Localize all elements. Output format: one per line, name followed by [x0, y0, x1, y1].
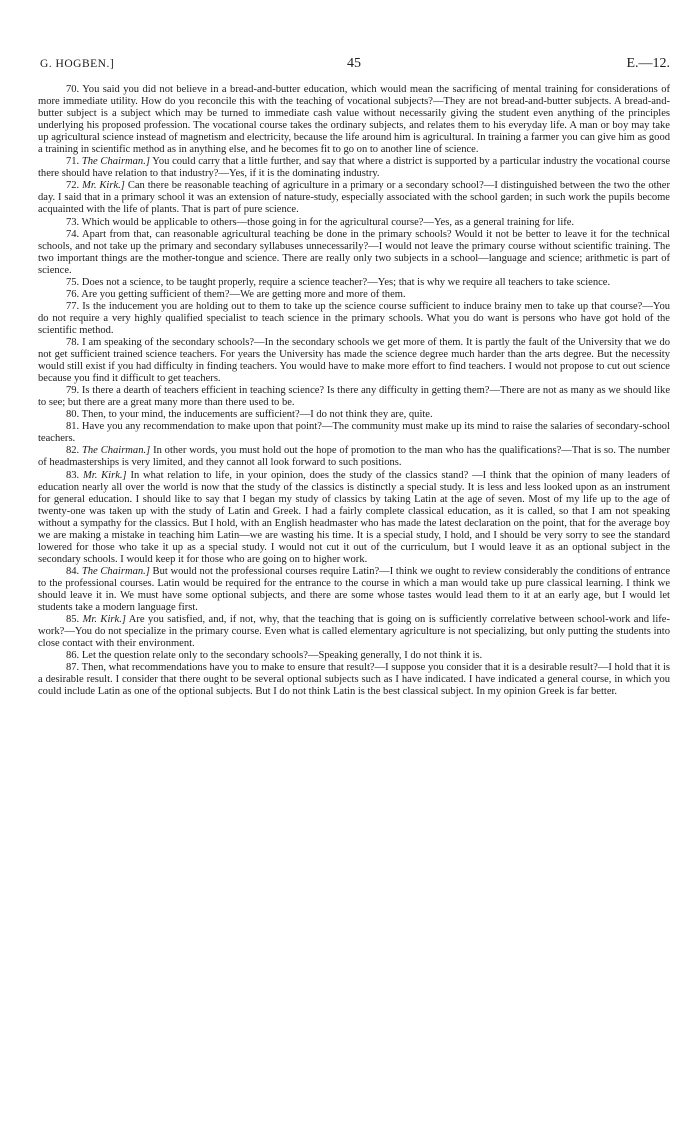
page-number: 45 — [347, 56, 361, 71]
paragraph — [38, 301, 670, 337]
question-number: 81. — [66, 421, 80, 433]
question-number: 87. — [66, 662, 80, 674]
speaker: The Chairman.] — [81, 565, 150, 577]
question-number: 83. — [66, 469, 80, 481]
paragraph — [38, 289, 670, 301]
paragraph-text: Then, what recommendations have you to make to ensure that result?—I suppose you consider that it is a desirable result?—I hold that it is a desirable result. I consider that there ought to be several optional subjects such as I have indicated. I have indicated a general course, in which you could include Latin as one of the optional subjects. But I do not think Latin is the best classical subject. In my opinion Greek is far better. — [38, 662, 670, 698]
witness-name: G. HOGBEN.] — [40, 58, 115, 70]
paragraph — [38, 470, 670, 566]
paragraph-text: Apart from that, can reasonable agricultural teaching be done in the primary schools? Would it not be better to leave it for the technical schools, and not take up the primary and secondary syllabuses unnecessarily?—I would not leave the primary course without scientific training. The two important things are the mother-tongue and science. There are really only two subjects in a school—language and science; arithmetic is part of science. — [38, 228, 670, 276]
question-number: 77. — [66, 300, 80, 312]
paragraph-text: You said you did not believe in a bread-and-butter education, which would mean the sacrificing of mental training for considerations of more immediate utility. How do you reconcile this with the teaching of vocational subjects?—They are not bread-and-butter subjects. A bread-and-butter subject is a subject which may be turned to immediate cash value without necessarily giving the student even anything of the principles underlying his proposed profession. The vocational course takes the ordinary subjects, and relates them to his everyday life. A man or boy may take up agricultural science instead of magnetism and electricity, because the life around him is agricultural. In training a farmer you can give him as good a training in scientific method as in anything else, and he becomes fit to go on to another line of science. — [38, 84, 670, 156]
question-number: 85. — [66, 614, 80, 626]
question-number: 70. — [66, 84, 80, 95]
paragraph — [38, 180, 670, 216]
paragraph-text: Is there a dearth of teachers efficient in teaching science? Is there any difficulty in getting them?—There are not as many as we should like to see; but there are a great many more than there used to be. — [38, 385, 670, 409]
paragraph-text: Let the question relate only to the secondary schools?—Speaking generally, I do not think it is. — [81, 650, 483, 662]
paragraph — [38, 156, 670, 180]
paragraph — [38, 662, 670, 698]
paragraph-text: In what relation to life, in your opinion, does the study of the classics stand? —I think that the opinion of many leaders of education nearly all over the world is now that the study of the classics is distinctly a special study. It is less and less looked upon as an instrument for general education. I should like to say that I began my study of classics by taking Latin at the age of seven. Most of my life up to the age of twenty-one was taken up with the study of Latin and Greek. I had a fairly complete classical education, as it is called, so that I am not speaking without a sympathy for the classics. But I hold, with an English headmaster who has made the latest declaration on the point, that for the average boy we are making a mistake in teaching him Latin—we are wasting his time. It is a special study, I hold, and I should be very sorry to see the standard lowered for those who take it up as a special study. I would not cut it out of the curriculum, but I would leave it as an optional subject in the secondary schools. I would keep it for those who are going on to higher work. — [38, 469, 670, 565]
question-number: 76. — [66, 288, 80, 300]
paragraph — [38, 421, 670, 445]
question-number: 78. — [66, 336, 80, 348]
question-number: 82. — [66, 445, 80, 457]
paragraph — [38, 84, 670, 156]
paragraph-text: Are you getting sufficient of them?—We are getting more and more of them. — [81, 288, 406, 300]
paragraph — [38, 385, 670, 409]
paragraph-text: But would not the professional courses require Latin?—I think we ought to review considerably the conditions of entrance to the professional courses. Latin would be required for the entrance to the course in which a man would take up pure classical learning. I think we should leave it in. We must have some optional subjects, and there are some whose tastes would lead them to it at an early age, but I would let students take a modern language first. — [38, 565, 671, 614]
speaker: The Chairman.] — [82, 445, 151, 457]
paragraph-text: I am speaking of the secondary schools?—In the secondary schools we get more of them. It is partly the fault of the University that we do not get sufficient trained science teachers. For years the University has made the science degree much harder than the arts degree. But the necessity would still exist if you had difficulty in finding teachers. You would have to make more effort to find teachers. I would not propose to cut out science because you find it difficult to get teachers. — [38, 336, 670, 385]
page-header — [38, 56, 670, 80]
paragraph-text: Does not a science, to be taught properly, require a science teacher?—Yes; that is why we require all teachers to take science. — [81, 276, 611, 288]
question-number: 71. — [66, 156, 80, 168]
paragraph — [38, 445, 670, 469]
paragraph — [38, 277, 670, 289]
paragraph — [38, 217, 670, 229]
speaker: The Chairman.] — [81, 156, 150, 168]
speaker: Mr. Kirk.] — [82, 469, 127, 481]
paragraph-text: Can there be reasonable teaching of agriculture in a primary or a secondary school?—I distinguished between the two the other day. I said that in a primary school it was an extension of nature-study, especially associated with the school garden; in such work the pupils become acquainted with the life of plants. That is part of pure science. — [38, 180, 670, 216]
paragraph-text: Then, to your mind, the inducements are sufficient?—I do not think they are, quite. — [81, 409, 433, 421]
paragraph-text: In other words, you must hold out the hope of promotion to the man who has the qualifications?—That is so. The number of headmasterships is very limited, and they cannot all look forward to such positions. — [38, 445, 670, 469]
paragraph-text: You could carry that a little further, and say that where a district is supported by a particular industry the vocational course there should have relation to that industry?—Yes, if it is the dominating industry. — [38, 156, 670, 180]
paragraph — [38, 614, 670, 650]
document-body — [38, 84, 670, 698]
question-number: 80. — [66, 409, 80, 421]
paper-reference: E.—12. — [626, 56, 670, 71]
paragraph — [38, 337, 670, 385]
paragraph-text: Is the inducement you are holding out to them to take up the science course sufficient to induce brainy men to take up that course?—You do not require a very highly qualified specialist to teach science in the primary schools. What you do want is persons who have got hold of the scientific method. — [38, 300, 670, 336]
question-number: 74. — [66, 228, 80, 240]
paragraph-text: Which would be applicable to others—those going in for the agricultural course?—Yes, as a general training for life. — [81, 216, 575, 228]
paragraph-text: Are you satisfied, and, if not, why, that the teaching that is going on is sufficiently correlative between school-work and life-work?—You do not specialize in the primary course. Even what is called elementary agriculture is not specializing, but only putting the students into close contact with their environment. — [38, 614, 670, 650]
paragraph — [38, 229, 670, 277]
paragraph — [38, 566, 670, 614]
paragraph — [38, 650, 670, 662]
paragraph-text: Have you any recommendation to make upon that point?—The community must make up its mind to raise the salaries of secondary-school teachers. — [38, 421, 671, 445]
question-number: 84. — [66, 565, 80, 577]
question-number: 75. — [66, 276, 80, 288]
question-number: 72. — [66, 180, 80, 192]
question-number: 73. — [66, 216, 80, 228]
document-page — [38, 56, 670, 698]
speaker: Mr. Kirk.] — [82, 614, 126, 626]
question-number: 86. — [66, 650, 80, 662]
paragraph — [38, 409, 670, 421]
speaker: Mr. Kirk.] — [82, 180, 125, 192]
question-number: 79. — [66, 385, 80, 397]
